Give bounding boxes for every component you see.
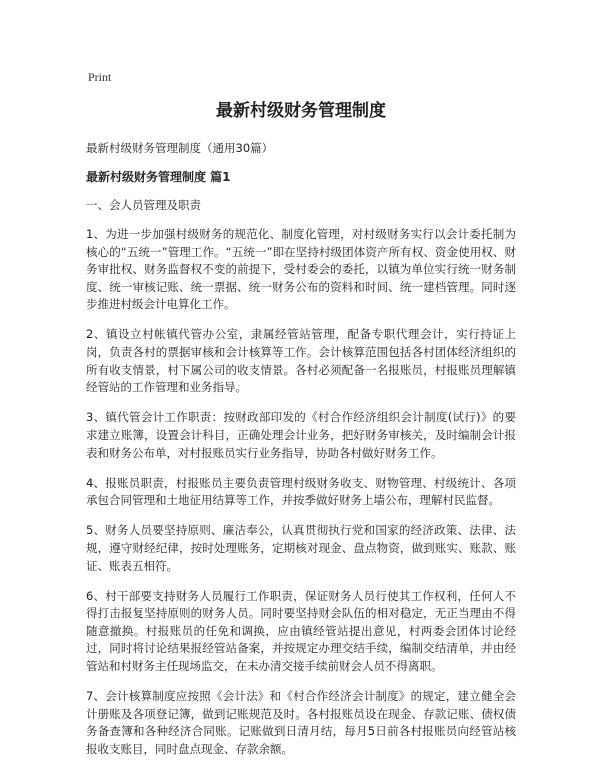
document-title: 最新村级财务管理制度 xyxy=(216,101,386,121)
paragraph-2: 2、镇设立村帐镇代管办公室，隶属经管站管理，配备专职代理会计，实行持证上岗，负责各村的票据审核和会计核算等工作。会计核算范围包括各村团体经济组织的所有收支情景，村下属公司的收支情景。各村必须配备一名报账员，村报账员理解镇经管站的工作管理和业务指导。 xyxy=(86,327,516,395)
document-subtitle: 最新村级财务管理制度（通用30篇） xyxy=(86,141,274,155)
paragraph-1: 1、为进一步加强村级财务的规范化、制度化管理，对村级财务实行以会计委托制为核心的“五统一”管理工作。“五统一”即在坚持村级团体资产所有权、资金使用权、财务审批权、财务监督权不变的前提下，受村委会的委托，以镇为单位实行统一财务制度、统一审核记账、统一票据、统一财务公布的资料和时间、统一建档管理。同时逐步推进村级会计电算化工作。 xyxy=(86,227,516,312)
paragraph-4: 4、报账员职责，村报账员主要负责管理村级财务收支、财物管理、村级统计、各项承包合同管理和土地征用结算等工作，并按季做好财务上墙公布，理解村民监督。 xyxy=(86,475,516,508)
section-heading: 最新村级财务管理制度 篇1 xyxy=(86,170,231,184)
sub-heading: 一、会人员管理及职责 xyxy=(86,198,201,212)
paragraph-5: 5、财务人员要坚持原则、廉洁奉公，认真贯彻执行党和国家的经济政策、法律、法规，遵守财经纪律，按时处理账务，定期核对现金、盘点物资，做到账实、账款、账证、账表五相符。 xyxy=(86,523,516,573)
paragraph-7: 7、会计核算制度应按照《会计法》和《村合作经济会计制度》的规定，建立健全会计册账及各项登记簿，做到记账规范及时。各村报账员设在现金、存款记账、债权债务备查簿和各种经济合同账。记账做到日清月结，每月5日前各村报账员向经管站核报收支账目，同时盘点现金、存款余额。 xyxy=(86,689,516,756)
paragraph-3: 3、镇代管会计工作职责：按财政部印发的《村合作经济组织会计制度(试行)》的要求建立账簿，设置会计科目，正确处理会计业务，把好财务审核关，及时编制会计报表和财务公布单，对村报账员实行业务指导，协助各村做好财务工作。 xyxy=(86,410,516,460)
paragraph-6: 6、村干部要支持财务人员履行工作职责，保证财务人员行使其工作权利，任何人不得打击报复坚持原则的财务人员。同时要坚持财会队伍的相对稳定，无正当理由不得随意撤换。村报账员的任免和调换，应由镇经管站提出意见，村两委会团体讨论经过，同时将讨论结果报经管站备案，并按规定办理交结手续，编制交结清单，并由经管站和村财务主任现场监交，在未办清交接手续前财会人员不得离职。 xyxy=(86,588,516,673)
print-label: Print xyxy=(88,70,112,84)
